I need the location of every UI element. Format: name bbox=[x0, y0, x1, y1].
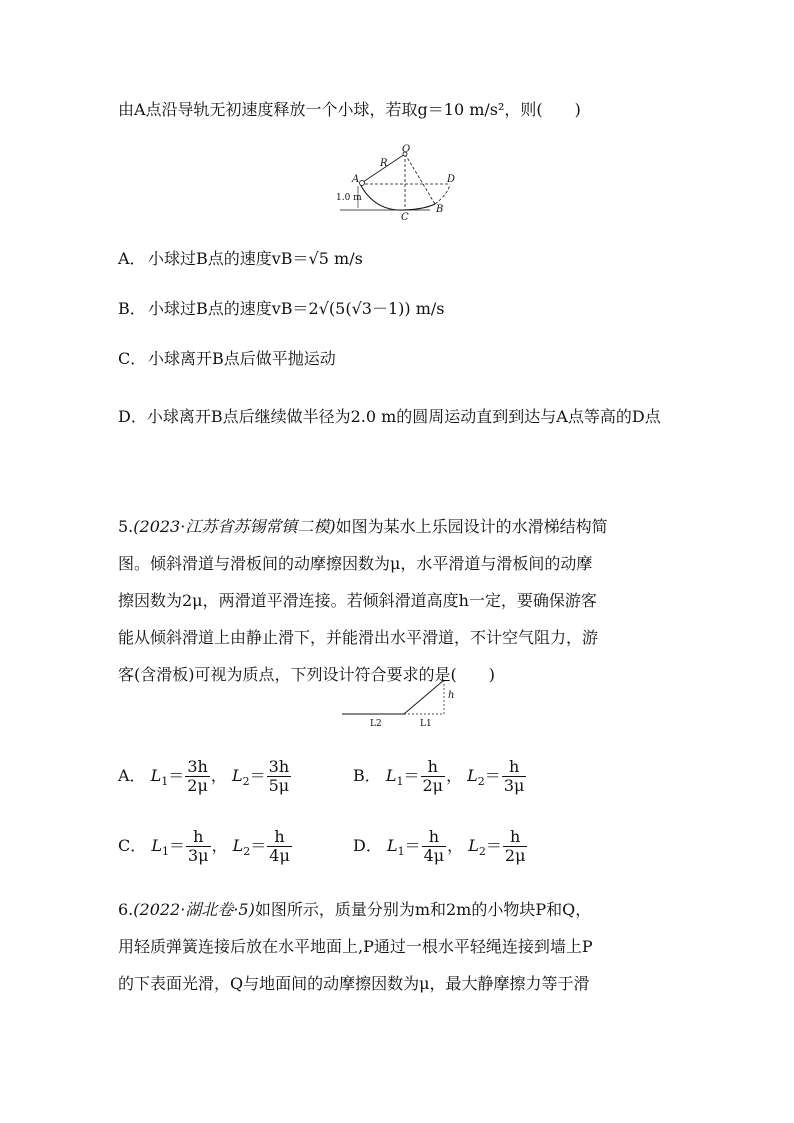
q5-option-d: D． $L_1=$ $\frac{h}{4\mu}$ ， $L_2=$ $\frac{h}{2\mu}$ bbox=[353, 827, 526, 865]
q5-number: 5. bbox=[118, 517, 134, 536]
q4-option-d-text: 小球离开B点后继续做半径为2.0 m的圆周运动直到到达与A点等高的D点 bbox=[146, 407, 661, 426]
q6-line-2: 用轻质弹簧连接后放在水平地面上,P通过一根水平轻绳连接到墙上P bbox=[118, 937, 593, 956]
q5-option-b: B． $L_1=$ $\frac{h}{2\mu}$ ， $L_2=$ $\frac{h}{3\mu}$ bbox=[353, 757, 525, 795]
label-height: 1.0 m bbox=[336, 193, 362, 203]
q5-source: (2023·江苏省苏锡常镇二模) bbox=[133, 517, 336, 536]
label-D: D bbox=[447, 174, 456, 185]
q5-slide-figure bbox=[338, 674, 468, 734]
q5-line-5: 客(含滑板)可视为质点，下列设计符合要求的是( ) bbox=[118, 665, 495, 684]
q5-d-l1-den: 4μ bbox=[423, 846, 445, 865]
q5-c-l1-num: h bbox=[186, 828, 211, 847]
q5-option-c-letter: C． bbox=[118, 836, 147, 855]
q6-number: 6. bbox=[118, 900, 134, 919]
label-C: C bbox=[401, 212, 409, 222]
q5-text-1: 如图为某水上乐园设计的水滑梯结构简 bbox=[335, 517, 608, 536]
label-h: h bbox=[448, 690, 455, 701]
label-L1: L1 bbox=[420, 719, 432, 729]
q5-line-4: 能从倾斜滑道上由静止滑下，并能滑出水平滑道，不计空气阻力，游 bbox=[118, 628, 599, 647]
q4-option-a-text: 小球过B点的速度vB＝√5 m/s bbox=[148, 249, 363, 268]
label-L2: L2 bbox=[370, 719, 382, 729]
q5-a-l1-num: 3h bbox=[185, 758, 210, 777]
q5-a-l1-den: 2μ bbox=[187, 776, 208, 795]
q5-line-1 bbox=[118, 515, 608, 539]
q5-option-a: A． $L_1=$ $\frac{3h}{2\mu}$ ， $L_2=$ $\frac{3h}{5\mu}$ bbox=[118, 757, 290, 795]
q6-text-1: 如图所示，质量分别为m和2m的小物块P和Q， bbox=[254, 900, 592, 919]
q5-b-l1-num: h bbox=[421, 758, 446, 777]
q5-d-l1-num: h bbox=[422, 828, 447, 847]
q4-option-d bbox=[118, 397, 678, 437]
q4-option-b-text: 小球过B点的速度vB＝2√(5(√3－1)) m/s bbox=[148, 299, 445, 318]
q5-c-l2-den: 4μ bbox=[269, 846, 290, 865]
q5-option-c: C． $L_1=$ $\frac{h}{3\mu}$ ， $L_2=$ $\frac{h}{4\mu}$ bbox=[118, 827, 290, 865]
q5-line-3: 擦因数为2μ，两滑道平滑连接。若倾斜滑道高度h一定，要确保游客 bbox=[118, 591, 597, 610]
q5-option-d-letter: D． bbox=[353, 836, 382, 855]
label-B: B bbox=[436, 204, 444, 215]
q6-line-1 bbox=[118, 898, 591, 922]
q5-c-l2-num: h bbox=[267, 828, 292, 847]
q5-b-l2-den: 3μ bbox=[503, 776, 525, 795]
q4-option-a: A． bbox=[118, 249, 146, 268]
q6-line-3: 的下表面光滑，Q与地面间的动摩擦因数为μ，最大静摩擦力等于滑 bbox=[118, 974, 590, 993]
q4-option-d-letter: D． bbox=[118, 407, 147, 426]
label-A: A bbox=[352, 174, 360, 185]
q4-option-c: C． bbox=[118, 349, 147, 368]
label-R: R bbox=[380, 158, 388, 169]
q5-c-l1-den: 3μ bbox=[187, 846, 209, 865]
q5-a-l2-den: 5μ bbox=[268, 776, 290, 795]
q4-stem-line: 由A点沿导轨无初速度释放一个小球，若取g＝10 m/s²，则( ) bbox=[118, 100, 581, 119]
q5-b-l1-den: 2μ bbox=[422, 776, 444, 795]
q5-d-l2-den: 2μ bbox=[504, 846, 526, 865]
q5-a-l2-num: 3h bbox=[267, 758, 292, 777]
q4-track-figure bbox=[330, 142, 470, 222]
q5-b-l2-num: h bbox=[502, 758, 527, 777]
q4-option-c-text: 小球离开B点后做平抛运动 bbox=[148, 349, 336, 368]
q5-option-b-letter: B． bbox=[353, 766, 381, 785]
q5-option-a-letter: A． bbox=[118, 766, 146, 785]
q6-source: (2022·湖北卷·5) bbox=[133, 900, 255, 919]
q4-option-b: B． bbox=[118, 299, 146, 318]
q5-d-l2-num: h bbox=[503, 828, 528, 847]
label-O: O bbox=[402, 144, 411, 155]
q5-line-2: 图。倾斜滑道与滑板间的动摩擦因数为μ，水平滑道与滑板间的动摩 bbox=[118, 554, 593, 573]
